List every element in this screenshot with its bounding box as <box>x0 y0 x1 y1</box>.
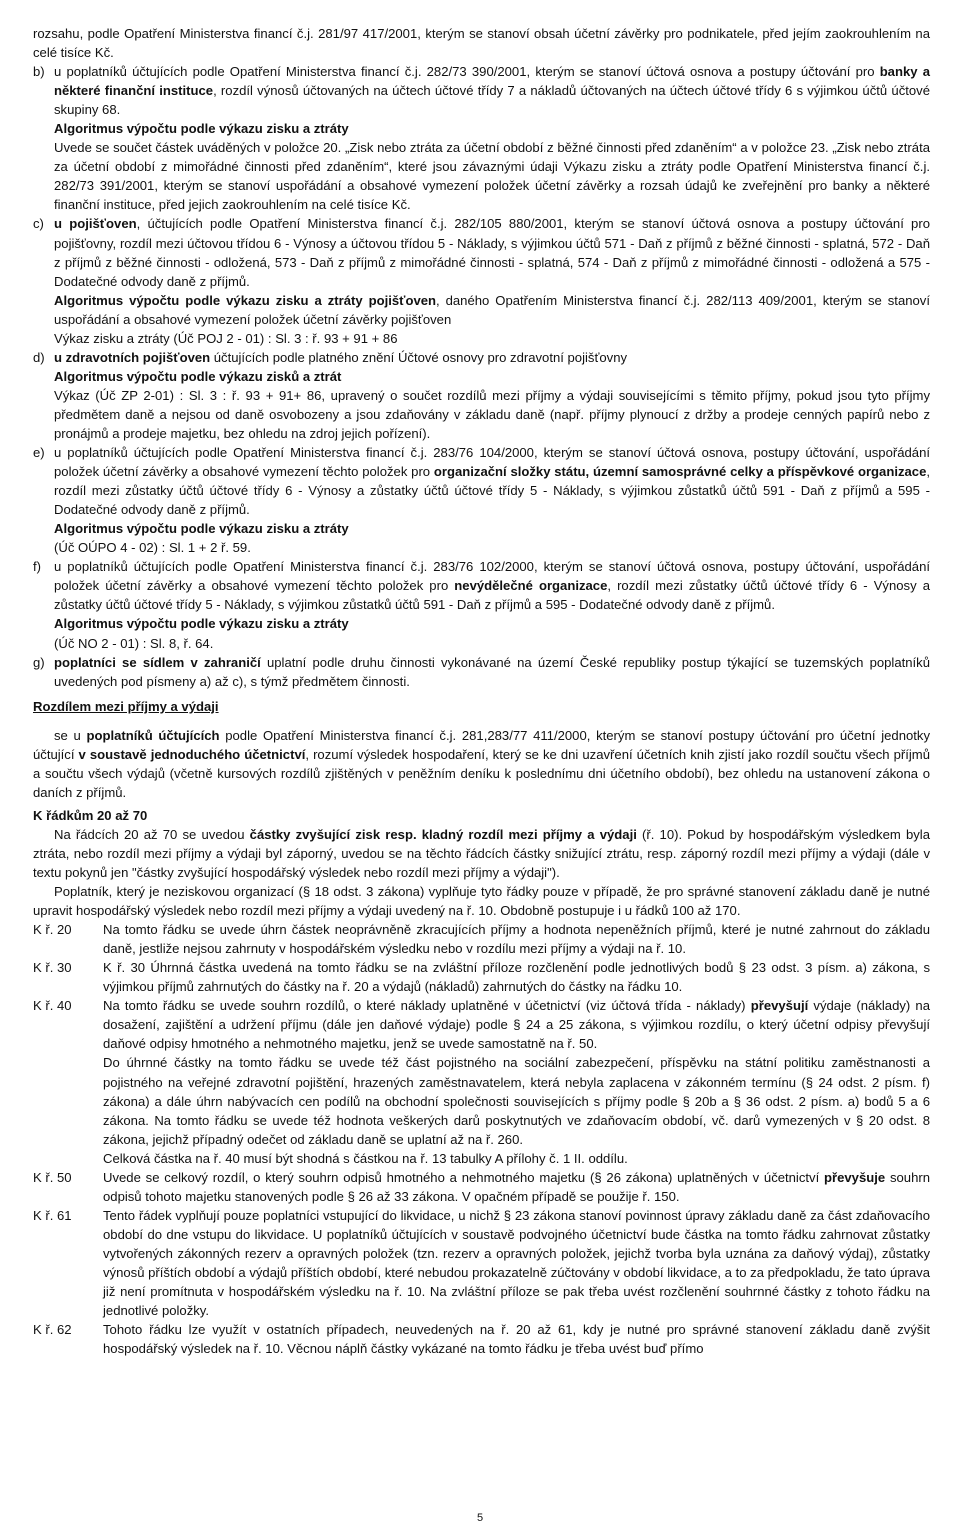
item-paragraph <box>54 214 930 290</box>
item-body <box>54 62 930 214</box>
item-paragraph <box>54 557 930 614</box>
item-body <box>54 557 930 652</box>
text-run: K ř. 30 Úhrnná částka uvedená na tomto řádku se na zvláštní příloze rozčlenění podle jednotlivých bodů § 23 odst. 3 písm. a) zákona, s výjimkou příjmů zahrnutých do částky na ř. 20 a výdajů (nákladů) zahrnutých do částky na řádku 10. <box>103 960 930 995</box>
item-paragraph <box>54 367 930 386</box>
page-number: 5 <box>476 1512 484 1524</box>
text-run: Tento řádek vyplňují pouze poplatníci vstupující do likvidace, u nichž § 23 zákona stanoví povinnost úpravy základu daně za část zdaňovacího období do dne vstupu do likvidace. U poplatníků účtujících v soustavě podvojného účetnictví bude částka na tomto řádku zahrnovat zůstatky vytvořených zákonných rezerv a opravných položek (tzn. rezerv a opravných položek, jejichž tvorba byla uznána za daňový výdaj), zůstatky výnosů příštích období a výdajů příštích období, které nebudou prokazatelně zúčtovány v období likvidace, a to za předpokladu, že tato úprava již není promítnuta v hospodářském výsledku na ř. 10. Na zvláštní příloze se pak třeba uvést rozčlenění souhrnné částky z tohoto řádku na jednotlivé položky. <box>103 1207 930 1319</box>
rows-intro-paragraph <box>33 825 930 882</box>
row-label: K ř. 20 <box>33 922 72 938</box>
rows-note-paragraph <box>33 882 930 920</box>
item-paragraph <box>54 614 930 633</box>
text-run: Na tomto řádku se uvede úhrn částek neoprávněně zkracujících příjmy a hodnota nepeněžních příjmů, které je nutné zahrnout do základu daně, jestliže nejsou zahrnuty v hospodářském výsledku nebo v rozdílu mezi příjmy a výdaji na ř. 10. <box>103 922 930 957</box>
text-run: Výkaz (Úč ZP 2-01) : Sl. 3 : ř. 93 + 91+ 86, upravený o součet rozdílů mezi příjmy a výdaji souvisejícími s těmito příjmy, pokud jsou tyto příjmy předmětem daně a nejsou od daně osvobozeny a jsou zdaňovány v základu daně (např. příjmy plynoucí z držby a prodeje cenných papírů nebo z pronájmů a prodeje majetku, bez ohledu na zdroj jejich pořízení). <box>54 387 930 441</box>
list-item <box>33 62 930 214</box>
item-paragraph <box>54 386 930 443</box>
row-paragraph <box>103 996 930 1053</box>
bold-text: v soustavě jednoduchého účetnictví <box>78 746 306 762</box>
item-paragraph <box>54 138 930 214</box>
bold-text: organizační složky státu, územní samosprávné celky a příspěvkové organizace <box>433 464 927 480</box>
item-label: f) <box>33 559 41 575</box>
row-note <box>33 996 930 1053</box>
bold-text: převyšuje <box>824 1169 886 1185</box>
item-paragraph <box>54 653 930 691</box>
text-run: u poplatníků účtujících podle Opatření Ministerstva financí č.j. 283/76 104/2000, kterým se stanoví účtová osnova, postupy účtování, uspořádání položek účetní závěrky a obsahové vymezení těchto položek pro <box>54 445 930 480</box>
text-run: (Úč NO 2 - 01) : Sl. 8, ř. 64. <box>54 635 214 651</box>
bold-text: poplatníci se sídlem v zahraničí <box>54 654 261 670</box>
list-item <box>33 443 930 557</box>
text-run: Na řádcích 20 až 70 se uvedou <box>54 826 250 842</box>
section-paragraph <box>33 726 930 802</box>
text-run: , rozdíl mezi zůstatky účtů účtové třídy 6 - Výnosy a zůstatky účtů účtové třídy 5 - Náklady, s výjimkou zůstatků účtů 591 - Daň z příjmů a 595 - Dodatečné odvody daně z příjmů. <box>54 578 930 613</box>
text-run: rozsahu, podle Opatření Ministerstva financí č.j. 281/97 417/2001, kterým se stanoví obsah účetní závěrky pro podnikatele, před jejím zaokrouhlením na celé tisíce Kč. <box>33 26 930 61</box>
rows-heading: K řádkům 20 až 70 <box>33 807 148 823</box>
row-paragraph <box>103 1320 930 1358</box>
text-run: Na tomto řádku se uvede souhrn rozdílů, o které náklady uplatněné v účetnictví (viz účtová třída - náklady) <box>103 998 751 1014</box>
item-paragraph <box>54 119 930 138</box>
row-note <box>33 1206 930 1320</box>
text-run: výdaje (náklady) na dosažení, zajištění a udržení příjmu (dále jen daňové výdaje) podle § 24 a 25 zákona, s výjimkou rozdílu, o který účetní odpisy převyšují daňové odpisy hmotného a nehmotného majetku, jenž se uvede samostatně na ř. 50. <box>103 998 931 1052</box>
section-heading: Rozdílem mezi příjmy a výdaji <box>33 698 219 714</box>
bold-text: Algoritmus výpočtu podle výkazu zisku a ztráty pojišťoven <box>54 292 437 308</box>
item-label: b) <box>33 64 45 80</box>
row-label: K ř. 61 <box>33 1207 72 1223</box>
list-item <box>33 557 930 652</box>
row-note <box>33 920 930 958</box>
item-paragraph <box>54 348 930 367</box>
item-paragraph <box>54 538 930 557</box>
text-run: Poplatník, který je neziskovou organizací (§ 18 odst. 3 zákona) vyplňuje tyto řádky pouze v případě, že pro správné stanovení základu daně je nutné upravit hospodářský výsledek nebo rozdíl mezi příjmy a výdaji uvedený na ř. 10. Obdobně postupuje i u řádků 100 až 170. <box>33 884 930 919</box>
row-label: K ř. 50 <box>33 1169 72 1185</box>
bold-text: banky a některé finanční instituce <box>54 64 930 99</box>
text-run: , účtujících podle Opatření Ministerstva financí č.j. 282/105 880/2001, kterým se stanoví účtová osnova a postupy účtování pro pojišťovny, rozdíl mezi účtovou třídou 6 - Výnosy a účtovou třídou 5 - Náklady, s výjimkou účtů 571 - Daň z příjmů z běžné činnosti - splatná, 572 - Daň z příjmů z běžné činnosti - odložená, 573 - Daň z příjmů z mimořádné činnosti - splatná, 574 - Daň z příjmů z mimořádné činnosti - odložená a 575 - Dodatečné odvody daně z příjmů. <box>54 216 930 289</box>
text-run: Výkaz zisku a ztráty (Úč POJ 2 - 01) : Sl. 3 : ř. 93 + 91 + 86 <box>54 330 398 346</box>
text-run: (ř. 10). Pokud by hospodářským výsledkem byla ztráta, nebo rozdíl mezi příjmy a výdaji byl záporný, uvedou se na těchto řádcích částky snižující ztrátu, resp. záporný rozdíl mezi příjmy a výdaji (dále v textu pokynů jen "částky zvyšující hospodářský výsledek nebo rozdíl mezi příjmy a výdaji"). <box>33 826 930 881</box>
bold-text: Algoritmus výpočtu podle výkazu zisku a ztráty <box>54 616 349 632</box>
item-paragraph <box>54 443 930 519</box>
text-run: souhrn odpisů tohoto majetku stanovených podle § 26 až 33 zákona. V opačném případě se použije ř. 150. <box>103 1169 930 1204</box>
row-label: K ř. 30 <box>33 960 72 976</box>
row-paragraph <box>103 920 930 958</box>
text-run: , rozdíl výnosů účtovaných na účtech účtové třídy 7 a nákladů účtovaných na účtech účtové třídy 6 s výjimkou účtů účtové skupiny 68. <box>54 83 930 118</box>
text-run: podle Opatření Ministerstva financí č.j. 281,283/77 411/2000, kterým se stanoví postupy účtování pro účetní jednotky účtující <box>33 727 930 762</box>
row-paragraph <box>103 958 930 996</box>
list-item <box>33 653 930 691</box>
bold-text: částky zvyšující zisk resp. kladný rozdíl mezi příjmy a výdaji <box>249 826 637 842</box>
intro-paragraph <box>33 24 930 62</box>
row-paragraph <box>33 1149 930 1168</box>
bold-text: Algoritmus výpočtu podle výkazu zisku a ztráty <box>54 521 349 537</box>
text-run: , daného Opatřením Ministerstva financí č.j. 282/113 409/2001, kterým se stanoví uspořádání a obsahové vymezení položek účetní závěrky pojišťoven <box>54 292 930 327</box>
rows-list <box>33 920 930 1358</box>
item-paragraph <box>54 329 930 348</box>
text-run: Tohoto řádku lze využít v ostatních případech, neuvedených na ř. 20 až 61, kdy je nutné pro správné stanovení základu daně zvýšit hospodářský výsledek na ř. 10. Věcnou náplň částky vykázané na tomto řádku je třeba uvést buď přímo <box>103 1322 930 1357</box>
item-body <box>54 214 930 347</box>
bold-text: u zdravotních pojišťoven <box>54 349 211 365</box>
bold-text: Algoritmus výpočtu podle výkazu zisků a ztrát <box>54 368 342 384</box>
text-run: Uvede se celkový rozdíl, o který souhrn odpisů hmotného a nehmotného majetku (§ 26 zákona) uplatněných v účetnictví <box>103 1169 825 1185</box>
text-run: u poplatníků účtujících podle Opatření Ministerstva financí č.j. 282/73 390/2001, kterým se stanoví účtová osnova a postupy účtování pro <box>54 64 880 80</box>
row-label: K ř. 62 <box>33 1322 72 1338</box>
item-paragraph <box>54 634 930 653</box>
items-list <box>33 62 930 691</box>
item-body <box>54 443 930 557</box>
list-item <box>33 214 930 347</box>
row-paragraph <box>103 1168 930 1206</box>
bold-text: u pojišťoven <box>54 216 137 232</box>
row-paragraph <box>33 1053 930 1148</box>
text-run: Uvede se součet částek uváděných v položce 20. „Zisk nebo ztráta za účetní období z běžné činnosti před zdaněním“ a v položce 23. „Zisk nebo ztráta za účetní období z mimořádné činnosti před zdaněním“, které jsou závaznými údaji Výkazu zisku a ztráty podle Opatření Ministerstva financí č.j. 282/73 391/2001, kterým se stanoví uspořádání a obsahové vymezení položek účetní závěrky a rozsah údajů ke zveřejnění pro banky a některé finanční instituce, před jejich zaokrouhlením na celé tisíce Kč. <box>54 140 930 213</box>
text-run: u poplatníků účtujících podle Opatření Ministerstva financí č.j. 283/76 102/2000, kterým se stanoví účtová osnova, postupy účtování, uspořádání položek účetní závěrky a obsahové vymezení těchto položek pro <box>54 559 930 594</box>
row-note <box>33 958 930 996</box>
item-label: c) <box>33 216 44 232</box>
row-note <box>33 1168 930 1206</box>
bold-text: Algoritmus výpočtu podle výkazu zisku a ztráty <box>54 121 349 137</box>
row-label: K ř. 40 <box>33 998 72 1014</box>
text-run: uplatní podle druhu činnosti vykonávané na území České republiky postup týkající se tuzemských poplatníků uvedených pod písmeny a) až c), s týmž předmětem činnosti. <box>54 654 930 689</box>
text-run: účtujících podle platného znění Účtové osnovy pro zdravotní pojišťovny <box>210 349 628 365</box>
list-item <box>33 348 930 443</box>
item-label: g) <box>33 654 45 670</box>
item-label: e) <box>33 445 45 461</box>
item-paragraph <box>54 291 930 329</box>
item-paragraph <box>54 519 930 538</box>
text-run: se u <box>54 727 87 743</box>
item-body <box>54 653 930 691</box>
row-paragraph <box>103 1206 930 1320</box>
item-body <box>54 348 930 443</box>
text-run: (Úč OÚPO 4 - 02) : Sl. 1 + 2 ř. 59. <box>54 540 251 556</box>
text-run: Celková částka na ř. 40 musí být shodná s částkou na ř. 13 tabulky A přílohy č. 1 II. oddílu. <box>103 1150 628 1166</box>
item-paragraph <box>54 62 930 119</box>
text-run: , rozumí výsledek hospodaření, který se ke dni uzavření účetních knih zjistí jako rozdíl součtu všech příjmů a součtu všech výdajů (včetně kursových rozdílů zjištěných v peněžním deníku k poslednímu dni účetního období), bez ohledu na ustanovení zákona o daních z příjmů. <box>33 746 930 800</box>
text-run: Do úhrnné částky na tomto řádku se uvede též část pojistného na sociální zabezpečení, příspěvku na státní politiku zaměstnanosti a pojistného na veřejné zdravotní pojištění, hrazených zaměstnavatelem, která nebyla zaplacena v zákonném termínu (§ 24 odst. 2 písm. f) zákona) a dále úhrn nabývacích cen podílů na obchodní společnosti souvisejících s příjmy podle § 20b a § 36 odst. 2 písm. a) bodů 5 a 6 zákona. Na tomto řádku se uvede též hodnota veškerých darů poskytnutých ve zdaňovacím období, vč. darů vymezených v § 20 odst. 8 zákona, jejichž případný odečet od základu daně se uplatní až na ř. 260. <box>103 1055 930 1147</box>
row-note <box>33 1320 930 1358</box>
text-run: , rozdíl mezi zůstatky účtů účtové třídy 6 - Výnosy a zůstatky účtů účtové třídy 5 - Náklady, s výjimkou zůstatků účtů 591 - Daň z příjmů a 595 - Dodatečné odvody daně z příjmů. <box>54 464 930 518</box>
item-label: d) <box>33 349 45 365</box>
bold-text: poplatníků účtujících <box>86 727 220 743</box>
bold-text: převyšují <box>750 998 809 1014</box>
bold-text: nevýdělečné organizace <box>454 578 608 594</box>
